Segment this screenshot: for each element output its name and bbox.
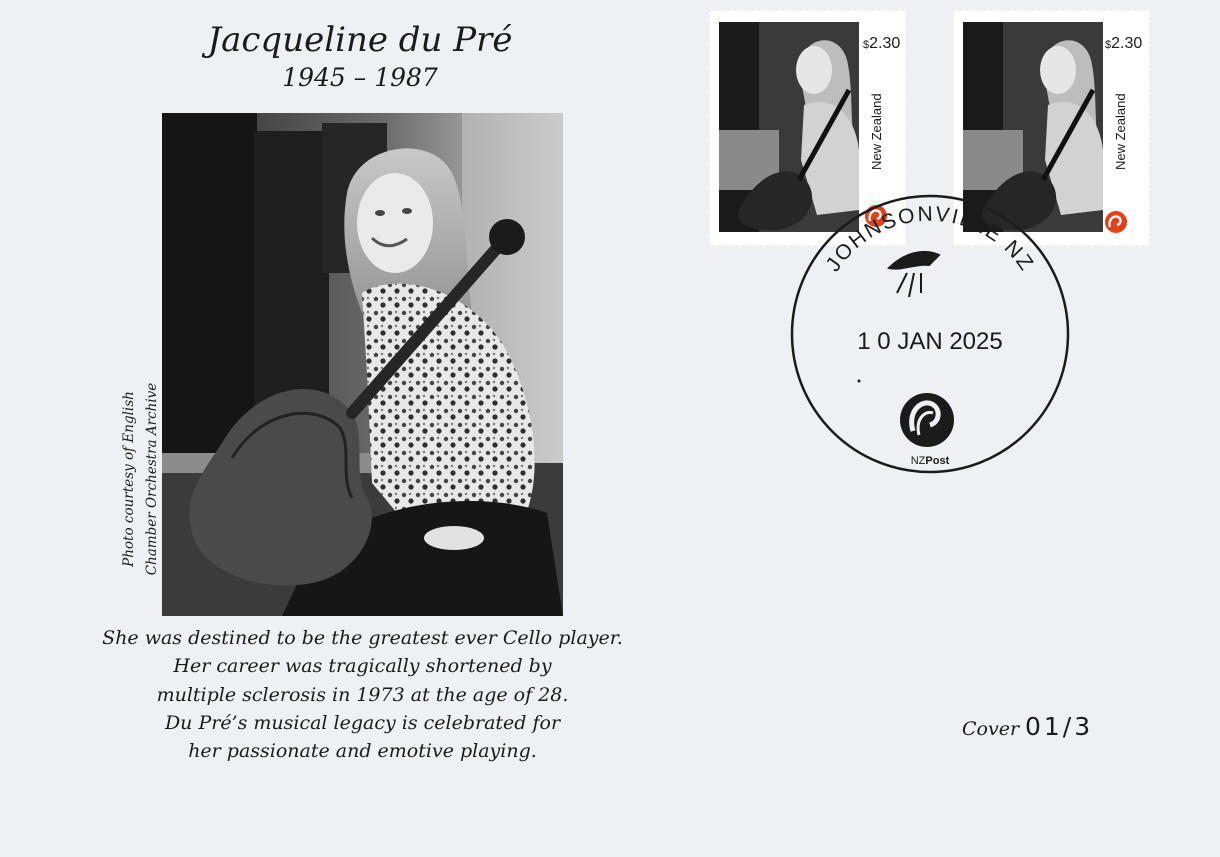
postmark-date: 1 0 JAN 2025 — [857, 328, 1003, 355]
svg-text:NZPost — [911, 455, 950, 467]
caption-line-1: She was destined to be the greatest ever Cello player. — [102, 627, 623, 649]
svg-text:$2.30 — [863, 35, 900, 52]
caption-line-3: multiple sclerosis in 1973 at the age of 28. — [156, 683, 569, 706]
bird-icon — [889, 252, 939, 297]
postmark-town: JOHNSONVILLE NZ — [821, 202, 1039, 276]
stamp-2-country: New Zealand — [1113, 93, 1128, 170]
cellist-photo — [162, 113, 563, 616]
photo-credit-line-2: Chamber Orchestra Archive — [144, 382, 160, 576]
caption-line-2: Her career was tragically shortened by — [173, 655, 552, 678]
postmark-brand-suffix: Post — [925, 455, 950, 467]
stamp-2-value: 2.30 — [1111, 35, 1143, 52]
stamp-1-country: New Zealand — [869, 93, 884, 170]
stamp-2-currency: $ — [1105, 39, 1112, 51]
cover-number: 01/3 — [1025, 712, 1094, 741]
nz-post-logo-icon — [900, 393, 954, 447]
photo-credit — [118, 374, 164, 584]
caption — [90, 624, 635, 765]
postmark — [789, 193, 1071, 475]
stamp-1-currency: $ — [863, 39, 870, 51]
svg-text:$2.30 — [1105, 35, 1142, 52]
cover-years: 1945 – 1987 — [282, 63, 438, 92]
caption-line-4: Du Pré’s musical legacy is celebrated for — [164, 711, 561, 734]
caption-line-5: her passionate and emotive playing. — [188, 740, 537, 763]
nz-post-logo-icon — [1105, 211, 1127, 233]
cover-label: Cover — [962, 718, 1020, 740]
postmark-brand-prefix: NZ — [910, 455, 926, 467]
stamp-1-value: 2.30 — [869, 35, 901, 52]
photo-credit-line-1: Photo courtesy of English — [121, 391, 137, 567]
cover-title: Jacqueline du Pré — [207, 20, 513, 60]
